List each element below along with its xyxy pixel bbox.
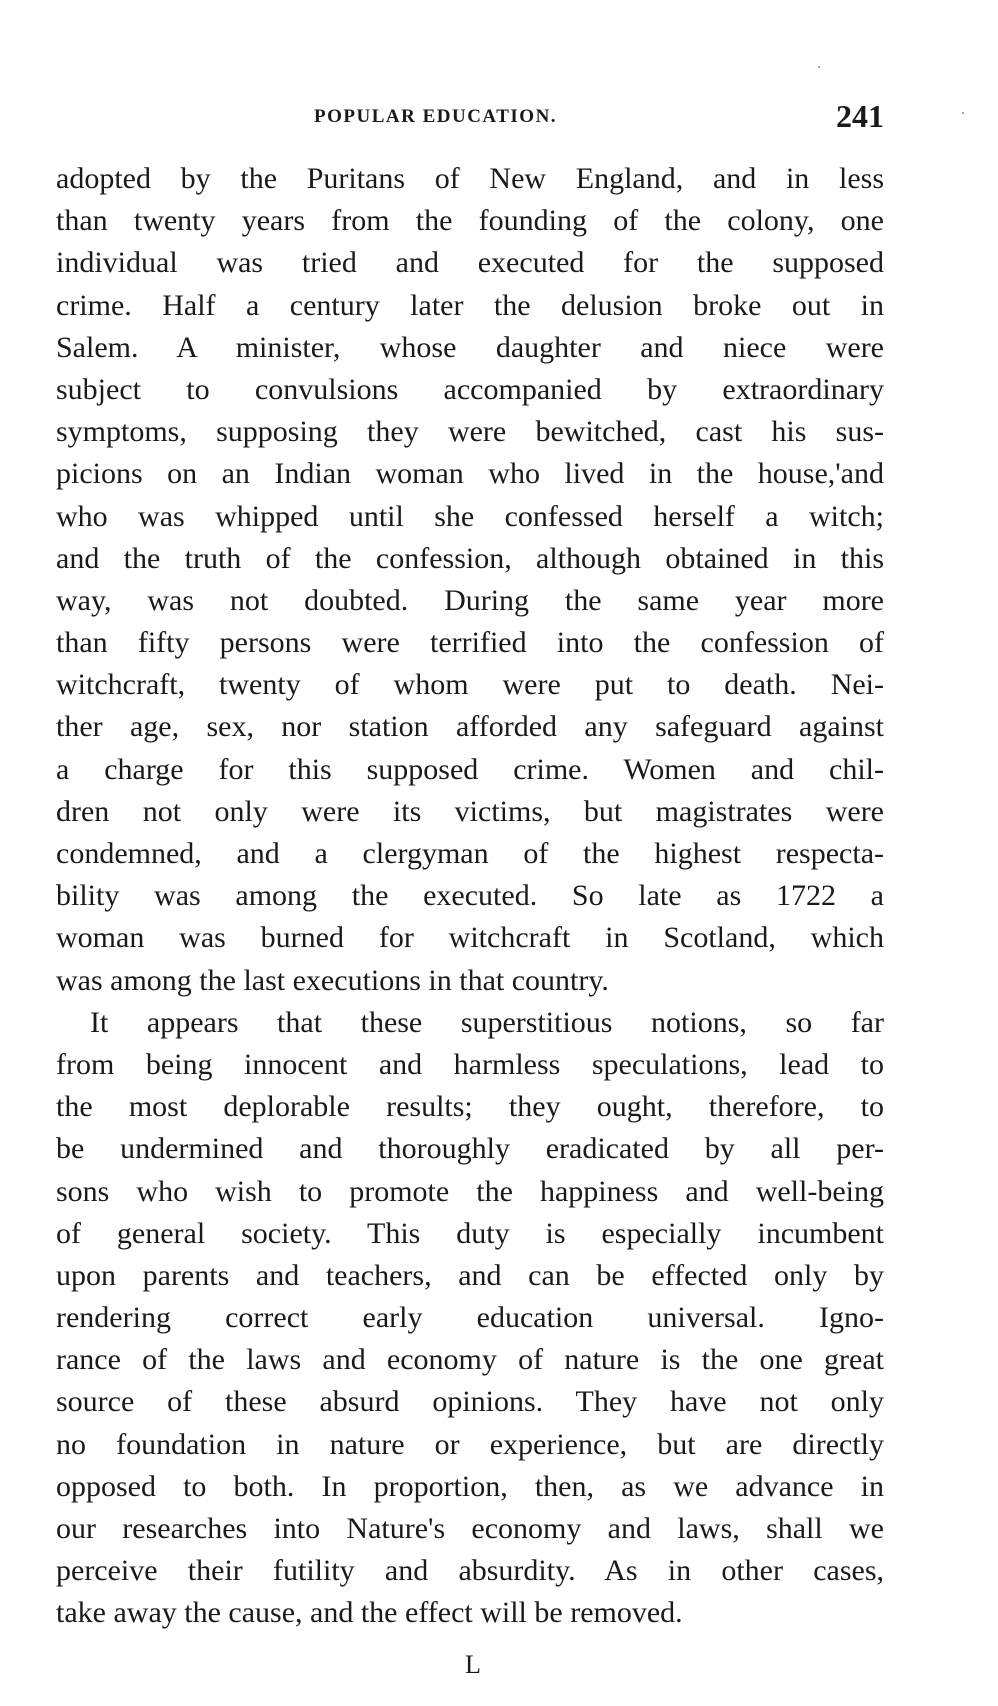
text-line: picions on an Indian woman who lived in the house,'and [56, 457, 884, 491]
text-line: than twenty years from the founding of the colony, one [56, 204, 884, 238]
text-line: and the truth of the confession, although obtained in this [56, 541, 884, 575]
text-line: woman was burned for witchcraft in Scotland, which [56, 921, 884, 955]
text-line: the most deplorable results; they ought, therefore, to [56, 1090, 884, 1124]
text-line: It appears that these superstitious notions, so far [90, 1005, 884, 1039]
running-title: POPULAR EDUCATION. [314, 106, 558, 127]
text-line: opposed to both. In proportion, then, as we advance in [56, 1469, 884, 1503]
text-line: was among the last executions in that country. [56, 963, 609, 997]
text-line: a charge for this supposed crime. Women and chil- [56, 752, 884, 786]
text-line: rance of the laws and economy of nature is the one great [56, 1343, 884, 1377]
text-line: sons who wish to promote the happiness and well-being [56, 1174, 884, 1208]
text-line: perceive their futility and absurdity. As in other cases, [56, 1554, 884, 1588]
text-line: crime. Half a century later the delusion broke out in [56, 288, 884, 322]
text-line: upon parents and teachers, and can be effected only by [56, 1258, 884, 1292]
text-line: who was whipped until she confessed herself a witch; [56, 499, 884, 533]
print-speck [818, 66, 820, 68]
text-line: condemned, and a clergyman of the highest respecta- [56, 837, 884, 870]
print-speck [962, 112, 964, 114]
text-line: dren not only were its victims, but magistrates were [56, 794, 884, 828]
text-line: Salem. A minister, whose daughter and niece were [56, 330, 884, 364]
text-line: than fifty persons were terrified into the confession of [56, 626, 884, 660]
text-line: our researches into Nature's economy and laws, shall we [56, 1512, 884, 1545]
signature-mark: L [465, 1650, 481, 1679]
text-line: take away the cause, and the effect will be removed. [56, 1596, 683, 1630]
page-number: 241 [836, 98, 884, 134]
text-line: witchcraft, twenty of whom were put to death. Nei- [56, 668, 884, 702]
text-line: ther age, sex, nor station afforded any safeguard against [56, 710, 884, 744]
text-line: of general society. This duty is especially incumbent [56, 1216, 884, 1250]
text-line: adopted by the Puritans of New England, and in less [56, 162, 884, 195]
text-line: symptoms, supposing they were bewitched, cast his sus- [56, 415, 884, 449]
text-line: way, was not doubted. During the same year more [56, 583, 884, 617]
paragraph-1 [56, 158, 884, 1002]
text-line: source of these absurd opinions. They have not only [56, 1385, 884, 1419]
text-line: bility was among the executed. So late as 1722 a [56, 879, 884, 913]
paragraph-2 [56, 1002, 884, 1635]
text-line: subject to convulsions accompanied by extraordinary [56, 372, 884, 406]
running-head [56, 98, 884, 142]
body-text [56, 158, 884, 1635]
text-line: rendering correct early education universal. Igno- [56, 1301, 884, 1335]
text-line: from being innocent and harmless speculations, lead to [56, 1047, 884, 1081]
text-line: individual was tried and executed for the supposed [56, 246, 884, 280]
text-line: no foundation in nature or experience, but are directly [56, 1427, 884, 1461]
text-line: be undermined and thoroughly eradicated by all per- [56, 1132, 884, 1166]
